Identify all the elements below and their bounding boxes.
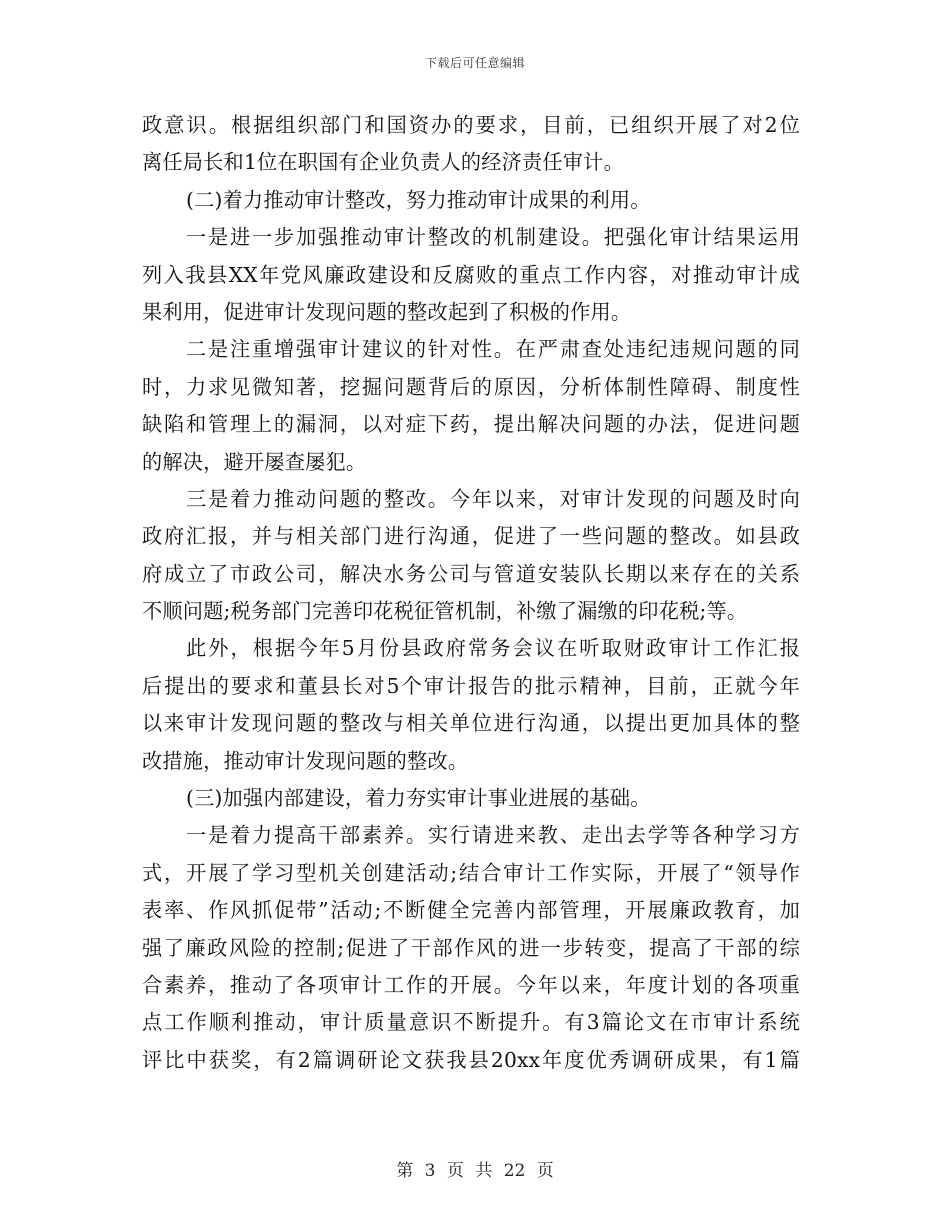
body-text-line: 后提出的要求和董县长对5个审计报告的批示精神，目前，正就今年 [142, 673, 800, 698]
document-body [142, 107, 800, 1079]
body-text-line: 点工作顺利推动，审计质量意识不断提升。有3篇论文在市审计系统 [142, 1010, 800, 1035]
body-text-line: 以来审计发现问题的整改与相关单位进行沟通，以提出更加具体的整 [142, 711, 800, 736]
body-text-line: 府成立了市政公司，解决水务公司与管道安装队长期以来存在的关系 [142, 561, 800, 586]
body-text-line: 政府汇报，并与相关部门进行沟通，促进了一些问题的整改。如县政 [142, 524, 800, 549]
body-text-line: 此外，根据今年5月份县政府常务会议在听取财政审计工作汇报 [186, 636, 800, 661]
body-text-line: 时，力求见微知著，挖掘问题背后的原因，分析体制性障碍、制度性 [142, 374, 800, 399]
body-text-line: 强了廉政风险的控制;促进了干部作风的进一步转变，提高了干部的综 [142, 935, 800, 960]
body-text-line: 果利用，促进审计发现问题的整改起到了积极的作用。 [142, 299, 632, 324]
body-text-line: 列入我县XX年党风廉政建设和反腐败的重点工作内容，对推动审计成 [142, 262, 800, 287]
body-text-line: 的解决，避开屡查屡犯。 [142, 449, 367, 474]
body-text-line: 合素养，推动了各项审计工作的开展。今年以来，年度计划的各项重 [142, 972, 800, 997]
body-text-line: 不顺问题;税务部门完善印花税征管机制，补缴了漏缴的印花税;等。 [142, 599, 748, 624]
body-text-line: 离任局长和1位在职国有企业负责人的经济责任审计。 [142, 150, 624, 175]
body-text-line: 一是进一步加强推动审计整改的机制建设。把强化审计结果运用 [186, 225, 800, 250]
body-text-line: 三是着力推动问题的整改。今年以来，对审计发现的问题及时向 [186, 486, 800, 511]
body-text-line: (二)着力推动审计整改，努力推动审计成果的利用。 [186, 187, 651, 212]
page-footer-pagination: 第 3 页 共 22 页 [396, 1161, 554, 1181]
page-header-note: 下载后可任意编辑 [424, 56, 525, 70]
body-text-line: 一是着力提高干部素养。实行请进来教、走出去学等各种学习方 [186, 823, 800, 848]
body-text-line: 政意识。根据组织部门和国资办的要求，目前，已组织开展了对2位 [142, 113, 800, 137]
body-text-line: 评比中获奖，有2篇调研论文获我县20xx年度优秀调研成果，有1篇 [142, 1047, 800, 1072]
body-text-line: 缺陷和管理上的漏洞，以对症下药，提出解决问题的办法，促进问题 [142, 412, 800, 437]
body-text-line: 二是注重增强审计建议的针对性。在严肃查处违纪违规问题的同 [186, 337, 800, 362]
body-text-line: 式，开展了学习型机关创建活动;结合审计工作实际，开展了“领导作 [142, 860, 800, 885]
body-text-line: (三)加强内部建设，着力夯实审计事业进展的基础。 [186, 786, 651, 811]
body-text-line: 改措施，推动审计发现问题的整改。 [142, 748, 469, 773]
body-text-line: 表率、作风抓促带”活动;不断健全完善内部管理，开展廉政教育，加 [142, 898, 800, 923]
